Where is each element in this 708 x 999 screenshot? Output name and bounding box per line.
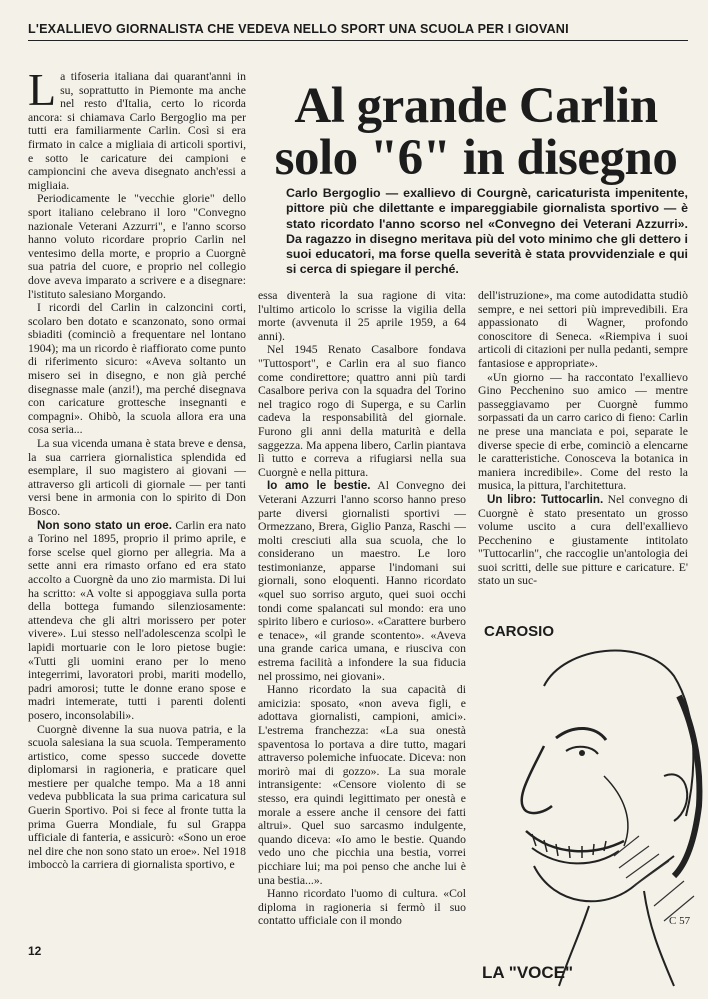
paragraph: La sua vicenda umana è stata breve e densa, la sua carriera giornalistica splendida ed esemplare, il suo magistero ai giovani — attraverso gli articoli di giornale — per tanti versi bene in armonia con lo spirito di Don Bosco. [28,437,246,518]
headline-line-2: solo "6" in disegno [274,130,678,186]
subheading: Un libro: Tuttocarlin. [487,492,604,506]
paragraph: I ricordi del Carlin in calzoncini corti, scolaro ben dotato e scanzonato, sono ormai sbiaditi (cominciò a frequentare nel lontano 1904); ma un ricordo è riaffiorato come punto di riferimento sicuro: «Aveva soltanto un misero sei in disegno, e non già perché disegnasse male (anzi!), ma perché disegnava con caricature grottesche insegnanti e compagni». Ohibò, la scuola allora era una cosa seria... [28,301,246,437]
subheading: Io amo le bestie. [267,479,371,493]
article-column-3 [478,289,688,588]
caricature-bottom-label: LA "VOCE" [482,963,574,982]
caricature-drawing [474,606,704,994]
drop-cap: L [28,64,57,115]
caricature-name-label: CAROSIO [484,623,555,640]
page-number: 12 [28,944,42,958]
section-kicker: L'EXALLIEVO GIORNALISTA CHE VEDEVA NELLO SPORT UNA SCUOLA PER I GIOVANI [28,22,569,36]
paragraph: Hanno ricordato l'uomo di cultura. «Col diploma in ragioneria si fermò il suo contatto ufficiale con il mondo [258,887,466,928]
paragraph: Cuorgnè divenne la sua nuova patria, e la scuola salesiana la sua scuola. Temperamento artistico, come spesso succede dovette diplomarsi in ragioneria, e praticare quel mestiere per qualche tempo. Ma a 18 anni vedeva pubblicata la sua prima caricatura sul Guerin Sportivo. Poi si fece al fronte tutta la prima Guerra Mondiale, fu sul Grappa ufficiale di fanteria, e assicurò: «Sono un eroe nel dire che non sono stato un eroe». Nel 1918 imboccò la carriera di giornalista sportivo, e [28,722,246,872]
top-rule [28,40,688,41]
paragraph: Un libro: Tuttocarlin. Nel convegno di Cuorgnè è stato presentato un grosso volume uscito a cura dell'exallievo Pecchenino e giustamente intitolato "Tuttocarlin", che raccoglie un'antologia dei suoi scritti, delle sue pitture e caricature. E' stato un suc- [478,492,689,588]
paragraph: Hanno ricordato la sua capacità di amicizia: sposato, «non aveva figli, e adottava giornalisti, campioni, amici». L'estrema franchezza: «La sua onestà spaventosa lo portava a dire tutto, magari attraverso polemiche infuocate. Diceva: non morirò mai di gozzo». La sua morale intransigente: «Censore violento di se stesso, era quindi legittimato per onestà e morale a essere anche il censore dei fatti altrui». Quel suo sarcasmo indulgente, quando diceva: «Io amo le bestie. Quando vedo uno che picchia una bestia, vorrei picchiare lui; ma poi penso che anche lui è una bestia...». [258,683,466,887]
paragraph: Non sono stato un eroe. Carlin era nato a Torino nel 1895, proprio il primo aprile, e forse scelse quel giorno per allegria. Ma a sette anni era rimasto orfano ed era stato accolto a Cuorgnè da uno zio marmista. Di lui ha scritto: «A volte si appoggiava sulla porta della bottega fumando silenziosamente: attendeva che gli altri morissero per poter vivere». Lui stesso nell'adolescenza scolpì le lapidi mortuarie con le loro pietose bugie: «Tutti gli uomini erano per lo meno integerrimi, lavoratori probi, mariti modello, padri amorosi; tutte le donne erano spose e madri intemerate, tutti i parenti dolenti posero, inconsolabili». [28,518,246,722]
caricature-signature: C 57 [669,915,691,927]
article-column-2 [258,289,466,928]
paragraph: Periodicamente le "vecchie glorie" dello sport italiano celebrano il loro "Convegno nazionale Veterani Azzurri", e l'anno scorso hanno voluto ricordare proprio Carlin nel ventesimo della morte, e proprio a Cuorgnè sua patria del cuore, e proprio nel collegio dove aveva imparato a scrivere e a disegnare: l'istituto salesiano Morgando. [28,192,246,301]
headline-line-1: Al grande Carlin [294,78,658,134]
paragraph: Nel 1945 Renato Casalbore fondava "Tuttosport", e Carlin era al suo fianco come condirettore; quattro anni più tardi Casalbore periva con la squadra del Torino nel tragico rogo di Superga, e su Carlin cadeva la responsabilità del giornale. Furono gli anni della maturità e della saggezza. Ma appena libero, Carlin piantava lì tutto e correva a rifugiarsi nella sua Cuorgnè e nella pittura. [258,343,466,479]
paragraph: «Un giorno — ha raccontato l'exallievo Gino Pecchenino suo amico — mentre passeggiavamo per Cuorgnè fummo sorpassati da un carro carico di fieno: Carlin ne prese una manciata e poi, separate le diverse specie di erbe, cominciò a elencarne le caratteristiche. Conosceva la botanica in maniera incredibile». Come del resto la musica, la pittura, l'architettura. [478,370,688,493]
paragraph: essa diventerà la sua ragione di vita: l'ultimo articolo lo scrisse la vigilia della morte (avvenuta il 25 aprile 1959, a 64 anni). [258,289,466,343]
standfirst: Carlo Bergoglio — exallievo di Courgnè, caricaturista impenitente, pittore più che dilettante e impareggiabile giornalista sportivo — è stato ricordato l'anno scorso nel «Convegno dei Veterani Azzurri». Da ragazzo in disegno meritava più del voto minimo che gli dettero i suoi educatori, ma forse quella severità è stata provvidenziale e qui si cerca di spiegare il perché. [286,186,688,277]
paragraph: Io amo le bestie. Al Convegno dei Veterani Azzurri l'anno scorso hanno preso parte diversi giornalisti sportivi — Ormezzano, Brera, Giglio Panza, Raschi — molti cresciuti alla sua scuola, che lo considerano un maestro. Le loro testimonianze, apparse l'indomani sui giornali, sono eloquenti. Hanno ricordato «quel suo sorriso arguto, quei suoi occhi tondi come spalancati sul mondo: era uno spirito libero e curioso». «Carattere burbero e tenace», «il grande scontento». «Aveva una grande carica umana, e riusciva con estrema facilità a infondere la sua fiducia nel prossimo, nei giovani». [258,479,466,683]
subheading: Non sono stato un eroe. [37,518,172,532]
headline [246,80,706,184]
caricature-illustration [474,606,704,994]
lead-paragraph: La tifoseria italiana dai quarant'anni in su, soprattutto in Piemonte ma anche nel resto d'Italia, certo lo ricorda ancora: si chiamava Carlo Bergoglio ma per tutti era familiarmente Carlin. Così si era firmato in calce a migliaia di articoli sportivi, e sotto le caricature dei campioni e campioncini che aveva disegnato anch'essi a migliaia. [28,64,246,192]
paragraph: dell'istruzione», ma come autodidatta studiò sempre, e nei settori più imprevedibili. Era appassionato di Wagner, profondo conoscitore di Seneca. «Riempiva i suoi articoli di citazioni per nulla pedanti, sempre fantasiose e appropriate». [478,289,688,370]
article-column-1 [28,64,246,872]
